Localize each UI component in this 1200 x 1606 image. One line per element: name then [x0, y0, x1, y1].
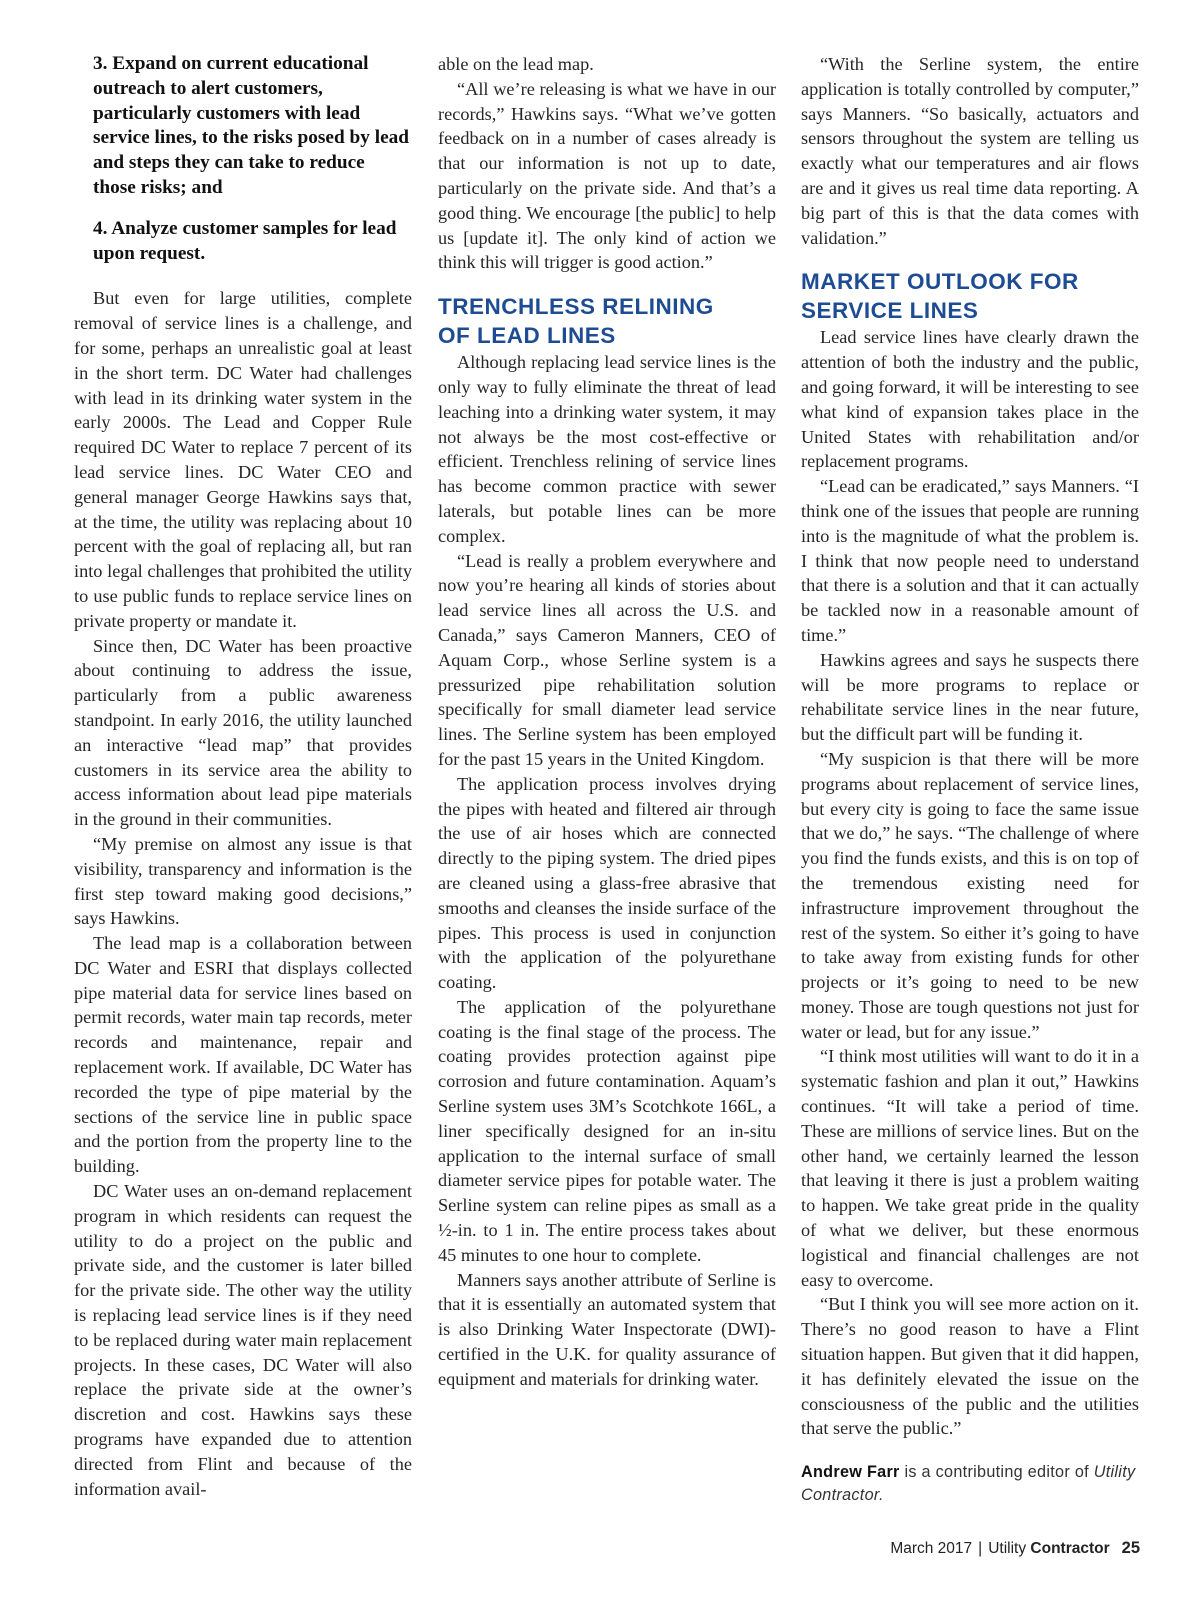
heading-line: SERVICE LINES	[801, 297, 979, 323]
magazine-name-bold: Contractor	[1030, 1540, 1110, 1557]
paragraph: But even for large utilities, complete removal of service lines is a challenge, and for some, perhaps an unrealistic goal at least in the short term. DC Water had challenges with lead in its drinking water system in the early 2000s. The Lead and Copper Rule required DC Water to replace 7 percent of its lead service lines. DC Water CEO and general manager George Hawkins says that, at the time, the utility was replacing about 10 percent with the goal of replacing all, but ran into legal challenges that prohibited the utility to use public funds to replace service lines on private property or mandate it.	[74, 288, 412, 631]
author-byline	[801, 1461, 1139, 1507]
list-item-3: 3. Expand on current educational outreach to alert customers, particularly customers with lead service lines, to the risks posed by lead and steps they can take to reduce those risks; and	[93, 53, 409, 198]
paragraph: Hawkins agrees and says he suspects there will be more programs to replace or rehabilitate service lines in the near future, but the difficult part will be funding it.	[801, 649, 1139, 745]
page-footer	[890, 1539, 1140, 1558]
author-name: Andrew Farr	[801, 1463, 900, 1482]
paragraph: The application process involves drying the pipes with heated and filtered air through the use of air hoses which are connected directly to the piping system. The dried pipes are cleaned using a glass-free abrasive that smooths and cleanses the inside surface of the pipes. This process is used in conjunction with the application of the polyurethane coating.	[438, 773, 776, 993]
column-2	[438, 52, 776, 1392]
paragraph: “Lead can be eradicated,” says Manners. “I think one of the issues that people are running into is the magnitude of what the problem is. I think that now people need to understand that there is a solution and that it can actually be tackled now in a reasonable amount of time.”	[801, 476, 1139, 645]
paragraph: Although replacing lead service lines is the only way to fully eliminate the threat of lead leaching into a drinking water system, it may not always be the most cost-effective or efficient. Trenchless relining of service lines has become common practice with sewer laterals, but potable lines can be more complex.	[438, 352, 776, 546]
paragraph: “My suspicion is that there will be more programs about replacement of service lines, but every city is going to face the same issue that we do,” he says. “The challenge of where you find the funds exists, and this is on top of the tremendous existing need for infrastructure improvement throughout the rest of the system. So either it’s going to have to take away from existing funds for other projects or it’s going to need to be new money. Those are tough questions not just for water or lead, but for any issue.”	[801, 748, 1139, 1042]
page-number: 25	[1121, 1539, 1140, 1557]
paragraph: Manners says another attribute of Serline is that it is essentially an automated system that is also Drinking Water Inspectorate (DWI)-certified in the U.K. for quality assurance of equipment and materials for drinking water.	[438, 1269, 776, 1389]
heading-line: TRENCHLESS RELINING	[438, 294, 714, 320]
paragraph: Lead service lines have clearly drawn the attention of both the industry and the public, and going forward, it will be interesting to see what kind of expansion takes place in the United States with rehabilitation and/or replacement programs.	[801, 327, 1139, 472]
magazine-name-prefix: Utility	[988, 1540, 1031, 1557]
paragraph: “All we’re releasing is what we have in our records,” Hawkins says. “What we’ve gotten feedback on in a number of cases already is that our information is not up to date, particularly on the private side. And that’s a good thing. We encourage [the public] to help us [update it]. The only kind of action we think this will trigger is good action.”	[438, 78, 776, 273]
paragraph: “But I think you will see more action on it. There’s no good reason to have a Flint situation happen. But given that it did happen, it has definitely elevated the issue on the consciousness of the public and the utilities that serve the public.”	[801, 1294, 1139, 1439]
paragraph: “My premise on almost any issue is that visibility, transparency and information is the first step toward making good decisions,” says Hawkins.	[74, 833, 412, 929]
paragraph-continuation: able on the lead map.	[438, 54, 594, 74]
heading-line: MARKET OUTLOOK FOR	[801, 269, 1079, 295]
column-3	[801, 52, 1139, 1507]
paragraph: Since then, DC Water has been proactive about continuing to address the issue, particularly from a public awareness standpoint. In early 2016, the utility launched an interactive “lead map” that provides customers in its service area the ability to access information about lead pipe materials in the ground in their communities.	[74, 635, 412, 830]
section-heading-trenchless	[438, 293, 776, 350]
paragraph: “With the Serline system, the entire application is totally controlled by computer,” says Manners. “So basically, actuators and sensors throughout the system are telling us exactly what our temperatures and air flows are and it gives us real time data reporting. A big part of this is that the data comes with validation.”	[801, 54, 1139, 248]
list-item-4: 4. Analyze customer samples for lead upon request.	[93, 217, 397, 264]
section-heading-market-outlook	[801, 268, 1139, 325]
paragraph: “Lead is really a problem everywhere and now you’re hearing all kinds of stories about lead service lines all across the U.S. and Canada,” says Cameron Manners, CEO of Aquam Corp., whose Serline system is a pressurized pipe rehabilitation solution specifically for small diameter lead service lines. The Serline system has been employed for the past 15 years in the United Kingdom.	[438, 550, 776, 769]
heading-line: OF LEAD LINES	[438, 322, 616, 348]
paragraph: DC Water uses an on-demand replacement program in which residents can request the utility to do a project on the public and private side, and the customer is later billed for the private side. The other way the utility is replacing lead service lines is if they need to be replaced during water main replacement projects. In these cases, DC Water will also replace the private side at the owner’s discretion and cost. Hawkins says these programs have expanded due to attention directed from Flint and because of the information avail-	[74, 1181, 412, 1499]
byline-publication: Utility Contractor.	[801, 1463, 1136, 1505]
issue-date: March 2017	[890, 1540, 973, 1557]
paragraph: The lead map is a collaboration between DC Water and ESRI that displays collected pipe material data for service lines based on permit records, water main tap records, meter records and maintenance, repair and replacement work. If available, DC Water has recorded the type of pipe material by the sections of the service line in public space and the portion from the property line to the building.	[74, 933, 412, 1177]
footer-separator: |	[978, 1540, 983, 1557]
column-1	[74, 52, 412, 1501]
paragraph: “I think most utilities will want to do it in a systematic fashion and plan it out,” Hawkins continues. “It will take a period of time. These are millions of service lines. But on the other hand, we certainly learned the lesson that leaving it there is just a problem waiting to happen. We take great pride in the quality of what we deliver, but these enormous logistical and financial challenges are not easy to overcome.	[801, 1046, 1139, 1290]
column-1-body	[74, 286, 412, 1501]
byline-text: is a contributing editor of	[899, 1463, 1094, 1482]
paragraph: The application of the polyurethane coating is the final stage of the process. The coating provides protection against pipe corrosion and future contamination. Aquam’s Serline system uses 3M’s Scotchkote 166L, a liner specifically designed for an in-situ application to the internal surface of small diameter service pipes for potable water. The Serline system can reline pipes as small as a ½-in. to 1 in. The entire process takes about 45 minutes to one hour to complete.	[438, 996, 776, 1265]
